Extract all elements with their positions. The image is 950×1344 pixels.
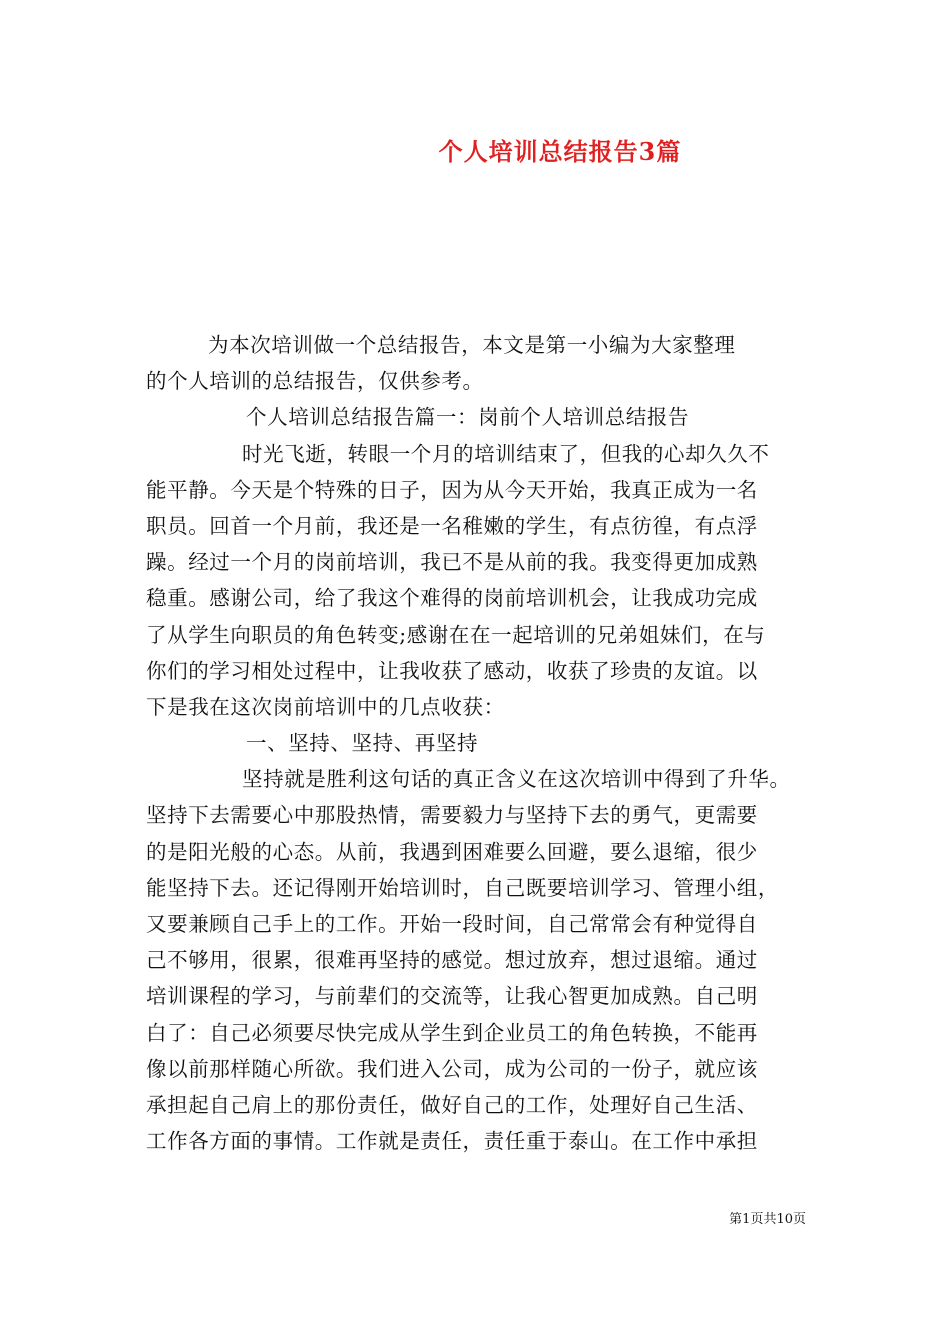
body-line: 工作各方面的事情。工作就是责任，责任重于泰山。在工作中承担 — [146, 1129, 758, 1154]
body-line: 坚持就是胜利这句话的真正含义在这次培训中得到了升华。 — [242, 767, 791, 792]
body-line: 培训课程的学习，与前辈们的交流等，让我心智更加成熟。自己明 — [146, 984, 758, 1009]
body-line: 的是阳光般的心态。从前，我遇到困难要么回避，要么退缩，很少 — [146, 839, 758, 864]
body-line: 己不够用，很累，很难再坚持的感觉。想过放弃，想过退缩。通过 — [146, 948, 758, 973]
body-line: 坚持下去需要心中那股热情，需要毅力与坚持下去的勇气，更需要 — [146, 803, 758, 828]
body-line: 承担起自己肩上的那份责任，做好自己的工作，处理好自己生活、 — [146, 1092, 758, 1117]
body-line: 的个人培训的总结报告，仅供参考。 — [146, 369, 484, 394]
section-heading: 个人培训总结报告篇一：岗前个人培训总结报告 — [246, 405, 690, 430]
document-title: 个人培训总结报告3篇 — [438, 137, 682, 166]
body-line: 职员。回首一个月前，我还是一名稚嫩的学生，有点彷徨，有点浮 — [146, 513, 758, 538]
body-line: 又要兼顾自己手上的工作。开始一段时间，自己常常会有种觉得自 — [146, 912, 758, 936]
body-line: 像以前那样随心所欲。我们进入公司，成为公司的一份子，就应该 — [146, 1056, 758, 1081]
subsection-heading: 一、坚持、坚持、再坚持 — [246, 731, 479, 756]
body-line: 时光飞逝，转眼一个月的培训结束了，但我的心却久久不 — [242, 441, 770, 466]
body-line: 白了：自己必须要尽快完成从学生到企业员工的角色转换，不能再 — [146, 1020, 758, 1045]
body-line: 能平静。今天是个特殊的日子，因为从今天开始，我真正成为一名 — [146, 477, 758, 502]
document-body — [146, 327, 808, 1159]
page-number: 第1页共10页 — [729, 1212, 806, 1227]
body-line: 了从学生向职员的角色转变;感谢在在一起培训的兄弟姐妹们，在与 — [146, 622, 766, 647]
body-line: 你们的学习相处过程中，让我收获了感动，收获了珍贵的友谊。以 — [146, 658, 758, 683]
body-line: 下是我在这次岗前培训中的几点收获： — [146, 694, 505, 719]
body-line: 能坚持下去。还记得刚开始培训时，自己既要培训学习、管理小组， — [146, 875, 779, 900]
body-line: 为本次培训做一个总结报告，本文是第一小编为大家整理 — [208, 333, 736, 357]
body-line: 躁。经过一个月的岗前培训，我已不是从前的我。我变得更加成熟 — [146, 550, 758, 575]
body-line: 稳重。感谢公司，给了我这个难得的岗前培训机会，让我成功完成 — [146, 586, 758, 611]
